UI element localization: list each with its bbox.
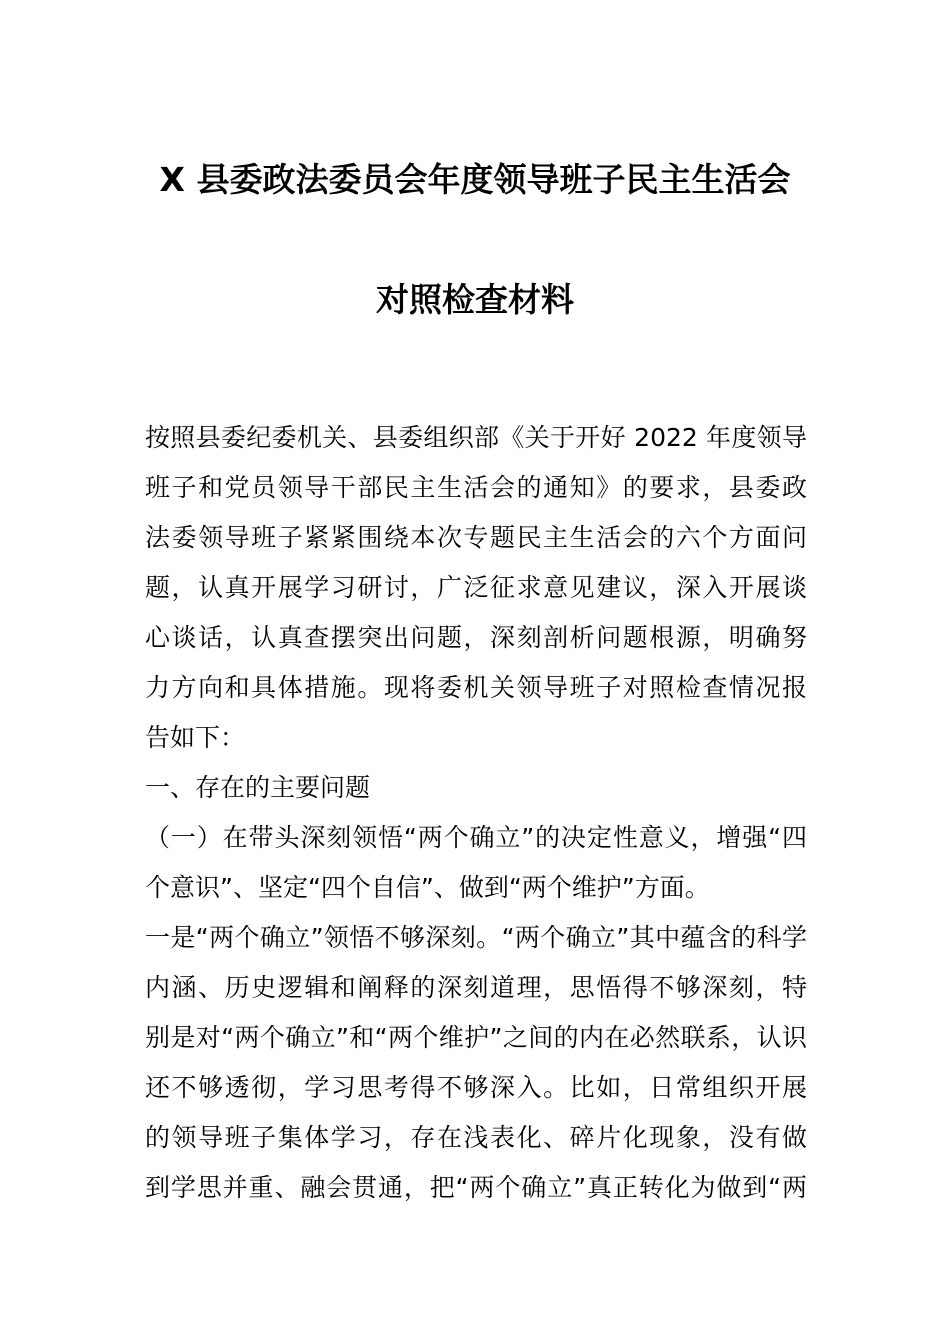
subsection-heading-line: （一）在带头深刻领悟“两个确立”的决定性意义，增强“四 — [145, 823, 807, 852]
subsection-heading-line: 个意识”、坚定“四个自信”、做到“两个维护”方面。 — [145, 873, 710, 902]
paragraph-line: 的领导班子集体学习，存在浅表化、碎片化现象，没有做 — [145, 1123, 807, 1152]
paragraph-line: 还不够透彻，学习思考得不够深入。比如，日常组织开展 — [145, 1073, 807, 1102]
paragraph-line: 题，认真开展学习研讨，广泛征求意见建议，深入开展谈 — [145, 573, 807, 602]
paragraph-line: 一是“两个确立”领悟不够深刻。“两个确立”其中蕴含的科学 — [145, 923, 807, 952]
paragraph-line: 别是对“两个确立”和“两个维护”之间的内在必然联系，认识 — [145, 1023, 807, 1052]
paragraph-line: 法委领导班子紧紧围绕本次专题民主生活会的六个方面问 — [145, 523, 807, 552]
document-title-line-1: X 县委政法委员会年度领导班子民主生活会 — [159, 160, 791, 199]
paragraph-line: 力方向和具体措施。现将委机关领导班子对照检查情况报 — [145, 673, 807, 702]
paragraph-line: 班子和党员领导干部民主生活会的通知》的要求，县委政 — [145, 473, 807, 502]
section-heading: 一、存在的主要问题 — [145, 773, 371, 802]
paragraph-line: 到学思并重、融会贯通，把“两个确立”真正转化为做到“两 — [145, 1173, 807, 1202]
paragraph-line: 告如下： — [145, 723, 246, 752]
paragraph-line: 内涵、历史逻辑和阐释的深刻道理，思悟得不够深刻，特 — [145, 973, 807, 1002]
document-title-line-2: 对照检查材料 — [376, 280, 574, 319]
paragraph-line: 按照县委纪委机关、县委组织部《关于开好 2022 年度领导 — [145, 423, 807, 452]
paragraph-line: 心谈话，认真查摆突出问题，深刻剖析问题根源，明确努 — [145, 623, 807, 652]
